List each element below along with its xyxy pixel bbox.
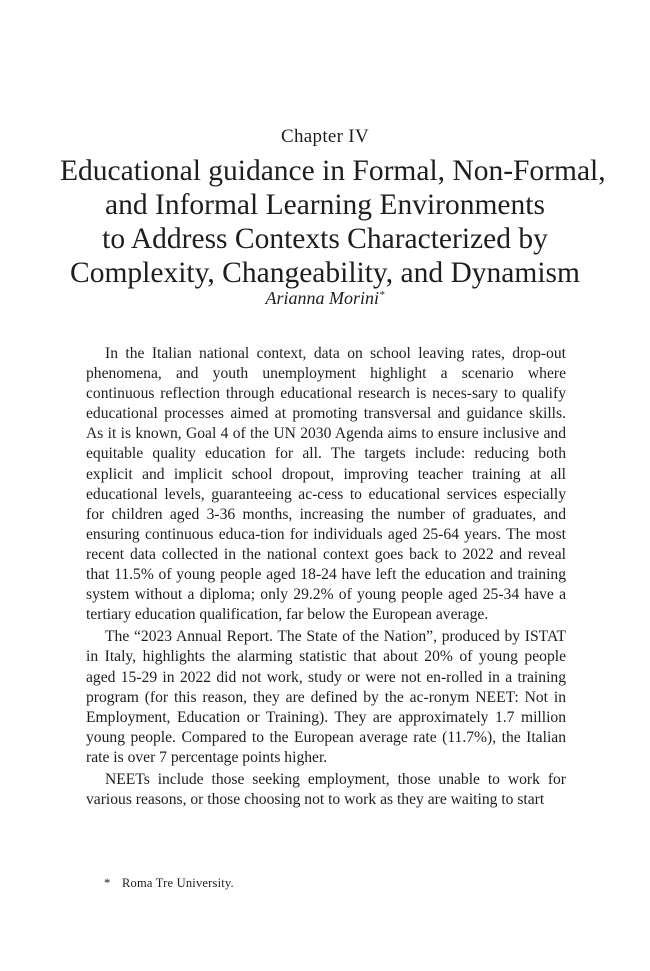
author-footnote-mark[interactable]: * bbox=[379, 289, 385, 301]
paragraph: The “2023 Annual Report. The State of the Nation”, produced by ISTAT in Italy, highlights the alarming statistic that about 20% of young people aged 15-29 in 2022 did not work, study or were not en-rolled in a training program (for this reason, they are defined by the ac-ronym NEET: Not in Employment, Education or Training). They are approximately 1.7 million young people. Compared to the European average rate (11.7%), the Italian rate is over 7 percentage points higher. bbox=[86, 628, 566, 766]
footnote-text: Roma Tre University. bbox=[122, 876, 234, 890]
paragraph: In the Italian national context, data on school leaving rates, drop-out phenomena, and youth unemployment highlight a scenario where continuous reflection through educational research is neces-sary to qualify educational processes aimed at promoting transversal and guidance skills. As it is known, Goal 4 of the UN 2030 Agenda aims to ensure inclusive and equitable quality education for all. The targets include: reducing both explicit and implicit school dropout, improving teacher training at all educational levels, guaranteeing ac-cess to educational services especially for children aged 3-36 months, increasing the number of graduates, and ensuring continuous educa-tion for individuals aged 25-64 years. The most recent data collected in the national context goes back to 2022 and reveal that 11.5% of young people aged 18-24 have left the education and training system without a diploma; only 29.2% of young people aged 25-34 have a tertiary education qualification, far below the European average. bbox=[86, 345, 566, 624]
chapter-title-line: Educational guidance in Formal, Non-Formal, bbox=[60, 155, 606, 187]
chapter-title-line: and Informal Learning Environments bbox=[105, 189, 545, 221]
chapter-title-line: Complexity, Changeability, and Dynamism bbox=[70, 257, 580, 289]
author-line bbox=[0, 288, 650, 309]
paragraph: NEETs include those seeking employment, those unable to work for various reasons, or those choosing not to work as they are waiting to start bbox=[86, 770, 566, 809]
footnote bbox=[104, 876, 574, 891]
chapter-label: Chapter IV bbox=[281, 126, 369, 147]
footnote-mark: * bbox=[104, 876, 111, 890]
chapter-title bbox=[60, 154, 606, 290]
author-name: Arianna Morini bbox=[265, 288, 379, 308]
body-text bbox=[86, 344, 566, 810]
chapter-title-line: to Address Contexts Characterized by bbox=[102, 223, 548, 255]
